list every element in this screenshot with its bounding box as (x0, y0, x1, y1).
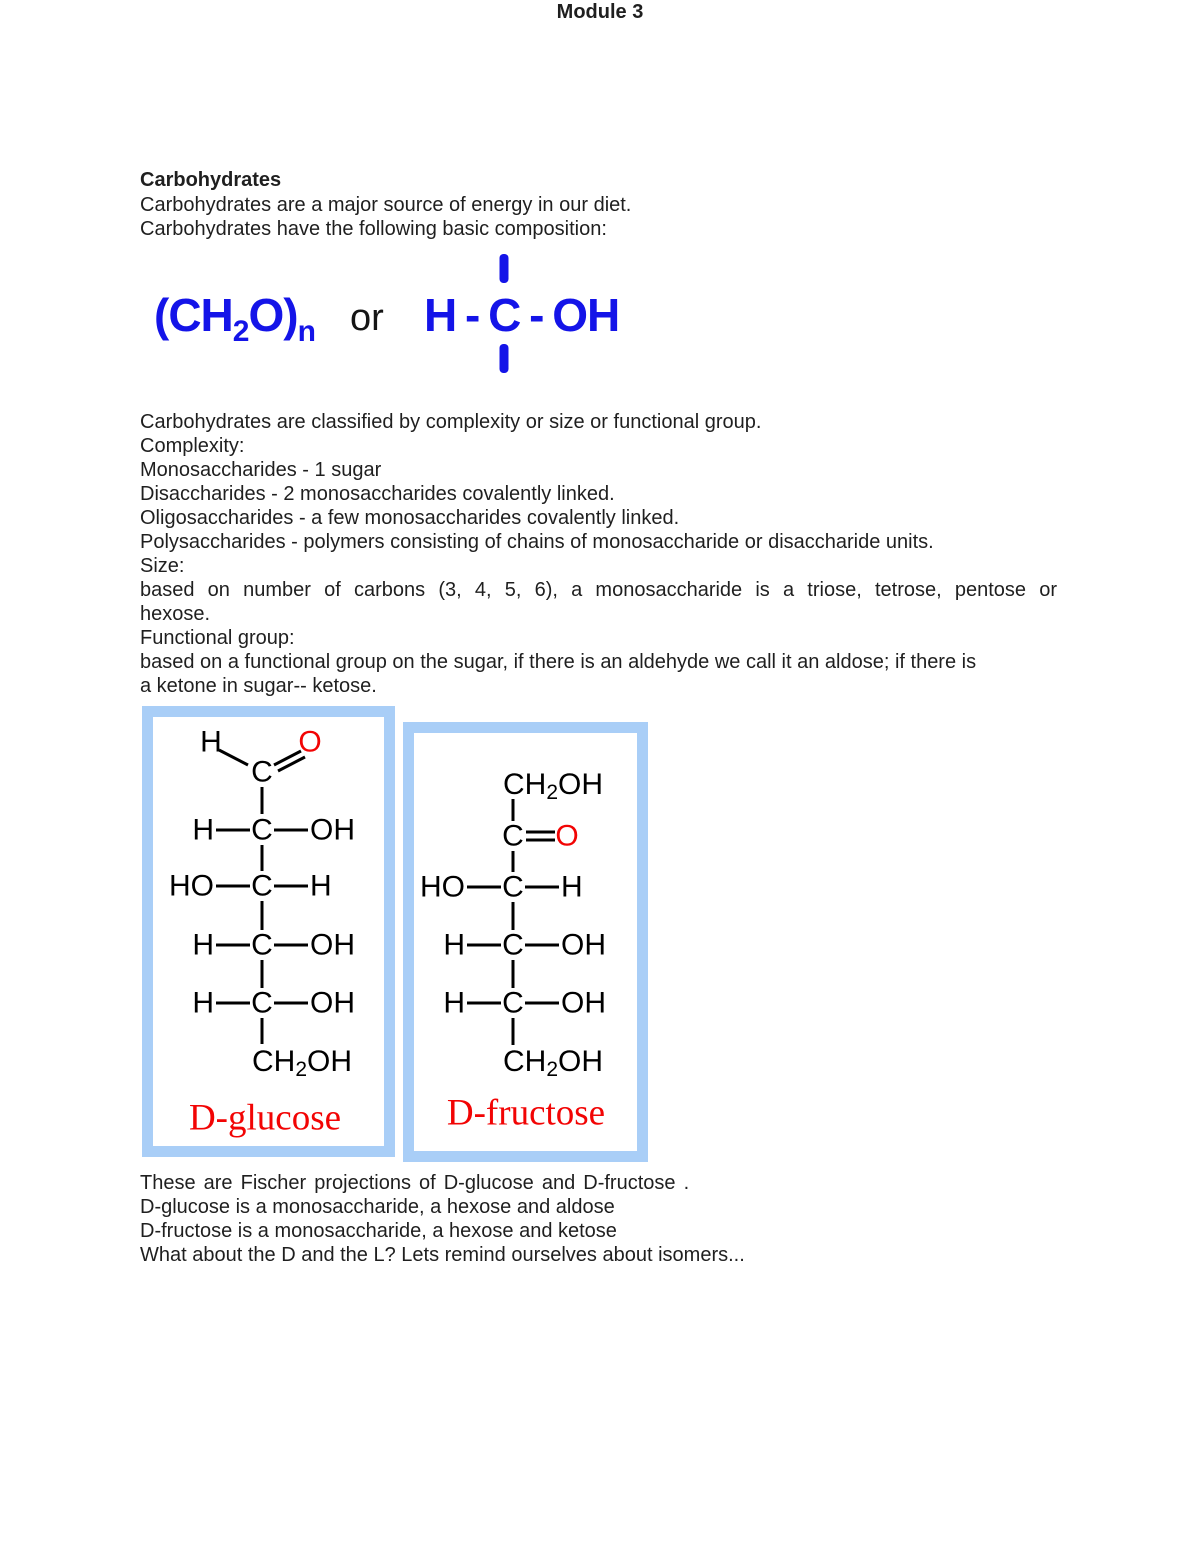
text-line: Functional group: (140, 627, 295, 649)
text-line: D-fructose is a monosaccharide, a hexose and ketose (140, 1220, 617, 1242)
formula-text: O) (248, 289, 298, 341)
atom-label: OH (561, 928, 606, 962)
atom-label: C (502, 928, 524, 962)
atom-label: C (251, 813, 273, 847)
text-line: Complexity: (140, 435, 245, 457)
formula-carbon (488, 290, 520, 340)
atom-label: H (561, 870, 583, 904)
group-text: OH (307, 1044, 353, 1078)
atom-label: C (502, 986, 524, 1020)
group-text: OH (558, 767, 604, 801)
group-text: CH (503, 1044, 547, 1078)
text-line: based on number of carbons (3, 4, 5, 6), a monosaccharide is a triose, tetrose, pentose or (140, 579, 1057, 601)
fructose-fischer-projection (414, 733, 637, 1151)
atom-label: H (443, 928, 465, 962)
atom-label: H (310, 869, 332, 903)
fructose-label: D-fructose (446, 1092, 606, 1134)
atom-label: HO (169, 869, 214, 903)
atom-label: OH (561, 986, 606, 1020)
bond-bar-bottom (500, 344, 509, 373)
text-line: Disaccharides - 2 monosaccharides covalently linked. (140, 483, 615, 505)
atom-label: H (192, 928, 214, 962)
atom-label: OH (310, 928, 355, 962)
atom-label: C (251, 986, 273, 1020)
atom-label: H (192, 813, 214, 847)
atom-label: C (251, 755, 273, 789)
group-text: OH (558, 1044, 604, 1078)
atom-label: C (251, 869, 273, 903)
text-line: These are Fischer projections of D-glucose and D-fructose . (140, 1172, 690, 1194)
text-line: Carbohydrates are a major source of energy in our diet. (140, 194, 632, 216)
atom-label: C (502, 819, 524, 853)
group-subscript: 2 (546, 780, 559, 804)
formula-subscript: 2 (232, 315, 249, 348)
formula-text: (CH (154, 289, 233, 341)
text-line: D-glucose is a monosaccharide, a hexose and aldose (140, 1196, 615, 1218)
text-line: Size: (140, 555, 185, 577)
group-subscript: 2 (295, 1057, 308, 1081)
terminal-group (252, 1045, 352, 1081)
section-heading-carbohydrates: Carbohydrates (140, 169, 282, 191)
atom-label: H (192, 986, 214, 1020)
group-text: CH (503, 767, 547, 801)
atom-label: C (251, 928, 273, 962)
text-line: Carbohydrates have the following basic composition: (140, 218, 607, 240)
text-line: based on a functional group on the sugar, if there is an aldehyde we call it an aldose; if there is (140, 651, 977, 673)
atom-label: H (443, 986, 465, 1020)
text-line: Carbohydrates are classified by complexity or size or functional group. (140, 411, 762, 433)
atom-label: C (488, 289, 521, 341)
glucose-label: D-glucose (188, 1097, 342, 1139)
classification-paragraph (140, 410, 1057, 698)
text-line: hexose. (140, 603, 211, 625)
atom-label: HO (420, 870, 465, 904)
formula-subscript: n (297, 315, 315, 348)
text-line: Polysaccharides - polymers consisting of chains of monosaccharide or disaccharide units. (140, 531, 934, 553)
glucose-structure-box (142, 706, 395, 1157)
page-title: Module 3 (556, 1, 644, 23)
formula-structural (424, 290, 619, 340)
formula-text: - OH (520, 289, 620, 341)
terminal-group (503, 768, 603, 804)
terminal-group (503, 1045, 603, 1081)
bond-bar-top (500, 254, 509, 283)
formula-empirical (154, 289, 315, 348)
atom-label: OH (310, 986, 355, 1020)
group-text: CH (252, 1044, 296, 1078)
glucose-fischer-projection (153, 717, 384, 1146)
intro-paragraph (140, 193, 1057, 241)
group-subscript: 2 (546, 1057, 559, 1081)
atom-label-oxygen: O (298, 725, 322, 759)
text-line: a ketone in sugar-- ketose. (140, 675, 377, 697)
atom-label: H (200, 725, 222, 759)
atom-label-oxygen: O (555, 819, 579, 853)
atom-label: OH (310, 813, 355, 847)
formula-or: or (350, 297, 384, 339)
text-line: Oligosaccharides - a few monosaccharides covalently linked. (140, 507, 680, 529)
text-line: Monosaccharides - 1 sugar (140, 459, 382, 481)
atom-label: C (502, 870, 524, 904)
closing-paragraph (140, 1171, 1057, 1267)
fructose-structure-box (403, 722, 648, 1162)
text-line: What about the D and the L? Lets remind ourselves about isomers... (140, 1244, 745, 1266)
formula-text: H - (424, 289, 489, 341)
